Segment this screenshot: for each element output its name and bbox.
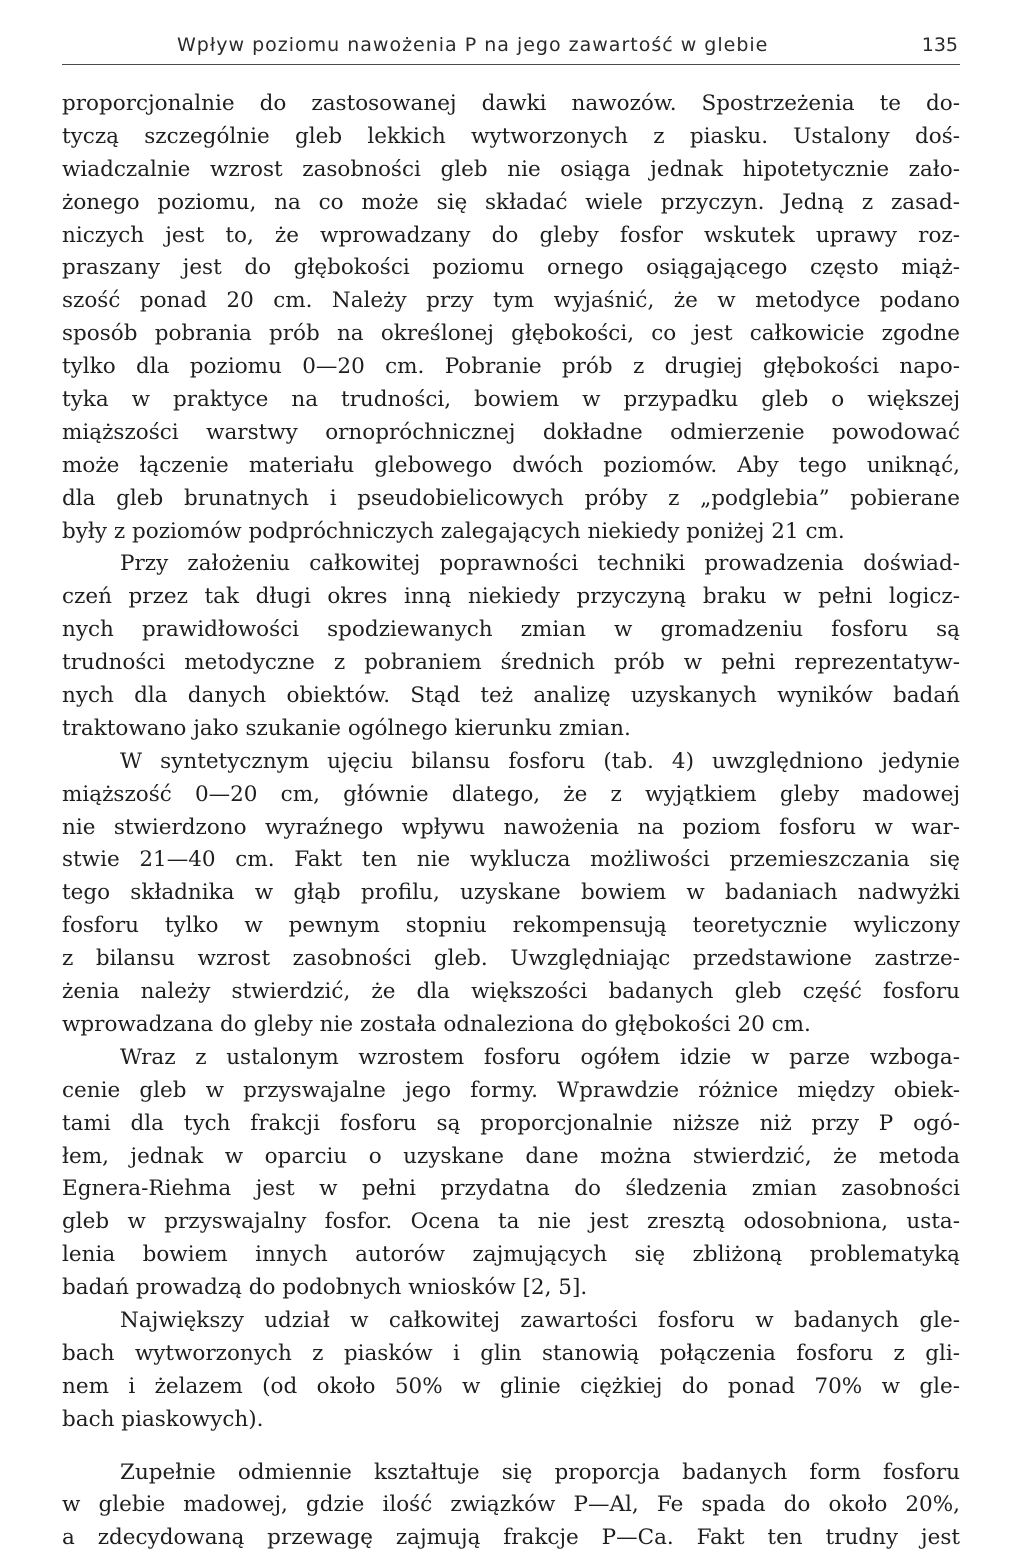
text-line: gleb w przyswajalny fosfor. Ocena ta nie jest zresztą odosobniona, usta- bbox=[62, 1209, 960, 1235]
text-line: bach wytworzonych z piasków i glin stanowią połączenia fosforu z gli- bbox=[62, 1340, 960, 1366]
text-line: Zupełnie odmiennie kształtuje się proporcja badanych form fosforu bbox=[120, 1459, 960, 1485]
text-line: Egnera-Riehma jest w pełni przydatna do śledzenia zmian zasobności bbox=[62, 1176, 960, 1202]
text-line: traktowano jako szukanie ogólnego kierunku zmian. bbox=[62, 715, 631, 741]
paragraph-gap bbox=[62, 1437, 960, 1457]
text-line: tyka w praktyce na trudności, bowiem w przypadku gleb o większej bbox=[62, 387, 960, 413]
text-line: żonego poziomu, na co może się składać wiele przyczyn. Jedną z zasad- bbox=[62, 189, 960, 215]
text-line: nie stwierdzono wyraźnego wpływu nawożenia na poziom fosforu w war- bbox=[62, 814, 960, 840]
text-line: szość ponad 20 cm. Należy przy tym wyjaśnić, że w metodyce podano bbox=[62, 288, 960, 314]
text-line: wprowadzana do gleby nie została odnaleziona do głębokości 20 cm. bbox=[62, 1011, 811, 1037]
text-line: tylko dla poziomu 0—20 cm. Pobranie prób z drugiej głębokości napo- bbox=[62, 354, 960, 380]
text-line: proporcjonalnie do zastosowanej dawki nawozów. Spostrzeżenia te do- bbox=[62, 91, 960, 116]
text-line: stwie 21—40 cm. Fakt ten nie wyklucza możliwości przemieszczania się bbox=[62, 847, 960, 873]
text-line: nych dla danych obiektów. Stąd też analizę uzyskanych wyników badań bbox=[62, 683, 960, 709]
text-line: były z poziomów podpróchniczych zalegających niekiedy poniżej 21 cm. bbox=[62, 518, 845, 544]
text-line: może łączenie materiału glebowego dwóch poziomów. Aby tego uniknąć, bbox=[62, 452, 960, 478]
running-header bbox=[62, 30, 960, 65]
text-line: a zdecydowaną przewagę zajmują frakcje P—Ca. Fakt ten trudny jest bbox=[62, 1525, 960, 1551]
text-line: Największy udział w całkowitej zawartości fosforu w badanych gle- bbox=[120, 1307, 960, 1333]
text-line: żenia należy stwierdzić, że dla większości badanych gleb część fosforu bbox=[62, 979, 960, 1005]
text-line: wiadczalnie wzrost zasobności gleb nie osiąga jednak hipotetycznie zało- bbox=[62, 156, 960, 182]
text-line: tego składnika w głąb profilu, uzyskane bowiem w badaniach nadwyżki bbox=[62, 880, 960, 906]
text-line: miąższość 0—20 cm, głównie dlatego, że z wyjątkiem gleby madowej bbox=[62, 781, 960, 807]
text-line: tyczą szczególnie gleb lekkich wytworzonych z piasku. Ustalony doś- bbox=[62, 123, 960, 149]
text-line: niczych jest to, że wprowadzany do gleby fosfor wskutek uprawy roz- bbox=[62, 222, 960, 248]
text-line: fosforu tylko w pewnym stopniu rekompensują teoretycznie wyliczony bbox=[62, 913, 960, 939]
page-number: 135 bbox=[921, 34, 958, 56]
text-line: dla gleb brunatnych i pseudobielicowych próby z „podglebia” pobierane bbox=[62, 485, 960, 511]
text-line: sposób pobrania prób na określonej głębokości, co jest całkowicie zgodne bbox=[62, 321, 960, 347]
text-line: czeń przez tak długi okres inną niekiedy przyczyną braku w pełni logicz- bbox=[62, 584, 960, 610]
text-line: Wraz z ustalonym wzrostem fosforu ogółem idzie w parze wzboga- bbox=[120, 1044, 960, 1070]
text-line: nych prawidłowości spodziewanych zmian w gromadzeniu fosforu są bbox=[62, 617, 960, 643]
text-line: W syntetycznym ujęciu bilansu fosforu (tab. 4) uwzględniono jedynie bbox=[120, 748, 960, 774]
text-line: Przy założeniu całkowitej poprawności techniki prowadzenia doświad- bbox=[120, 551, 960, 577]
text-line: tami dla tych frakcji fosforu są proporcjonalnie niższe niż przy P ogó- bbox=[62, 1110, 960, 1136]
text-line: lenia bowiem innych autorów zajmujących się zbliżoną problematyką bbox=[62, 1242, 960, 1268]
text-line: nem i żelazem (od około 50% w glinie ciężkiej do ponad 70% w gle- bbox=[62, 1373, 960, 1399]
text-line: trudności metodyczne z pobraniem średnich prób w pełni reprezentatyw- bbox=[62, 650, 960, 676]
running-title: Wpływ poziomu nawożenia P na jego zawartość w glebie bbox=[177, 34, 769, 56]
text-line: cenie gleb w przyswajalne jego formy. Wprawdzie różnice między obiek- bbox=[62, 1077, 960, 1103]
text-line: praszany jest do głębokości poziomu ornego osiągającego często miąż- bbox=[62, 255, 960, 281]
text-line: bach piaskowych). bbox=[62, 1406, 264, 1432]
body-text bbox=[62, 88, 960, 1555]
text-line: z bilansu wzrost zasobności gleb. Uwzględniając przedstawione zastrze- bbox=[62, 946, 960, 972]
text-line: miąższości warstwy ornopróchnicznej dokładne odmierzenie powodować bbox=[62, 419, 960, 445]
text-line: łem, jednak w oparciu o uzyskane dane można stwierdzić, że metoda bbox=[62, 1143, 960, 1169]
text-line: w glebie madowej, gdzie ilość związków P—Al, Fe spada do około 20%, bbox=[62, 1492, 960, 1518]
text-line: badań prowadzą do podobnych wniosków [2, 5]. bbox=[62, 1275, 588, 1301]
